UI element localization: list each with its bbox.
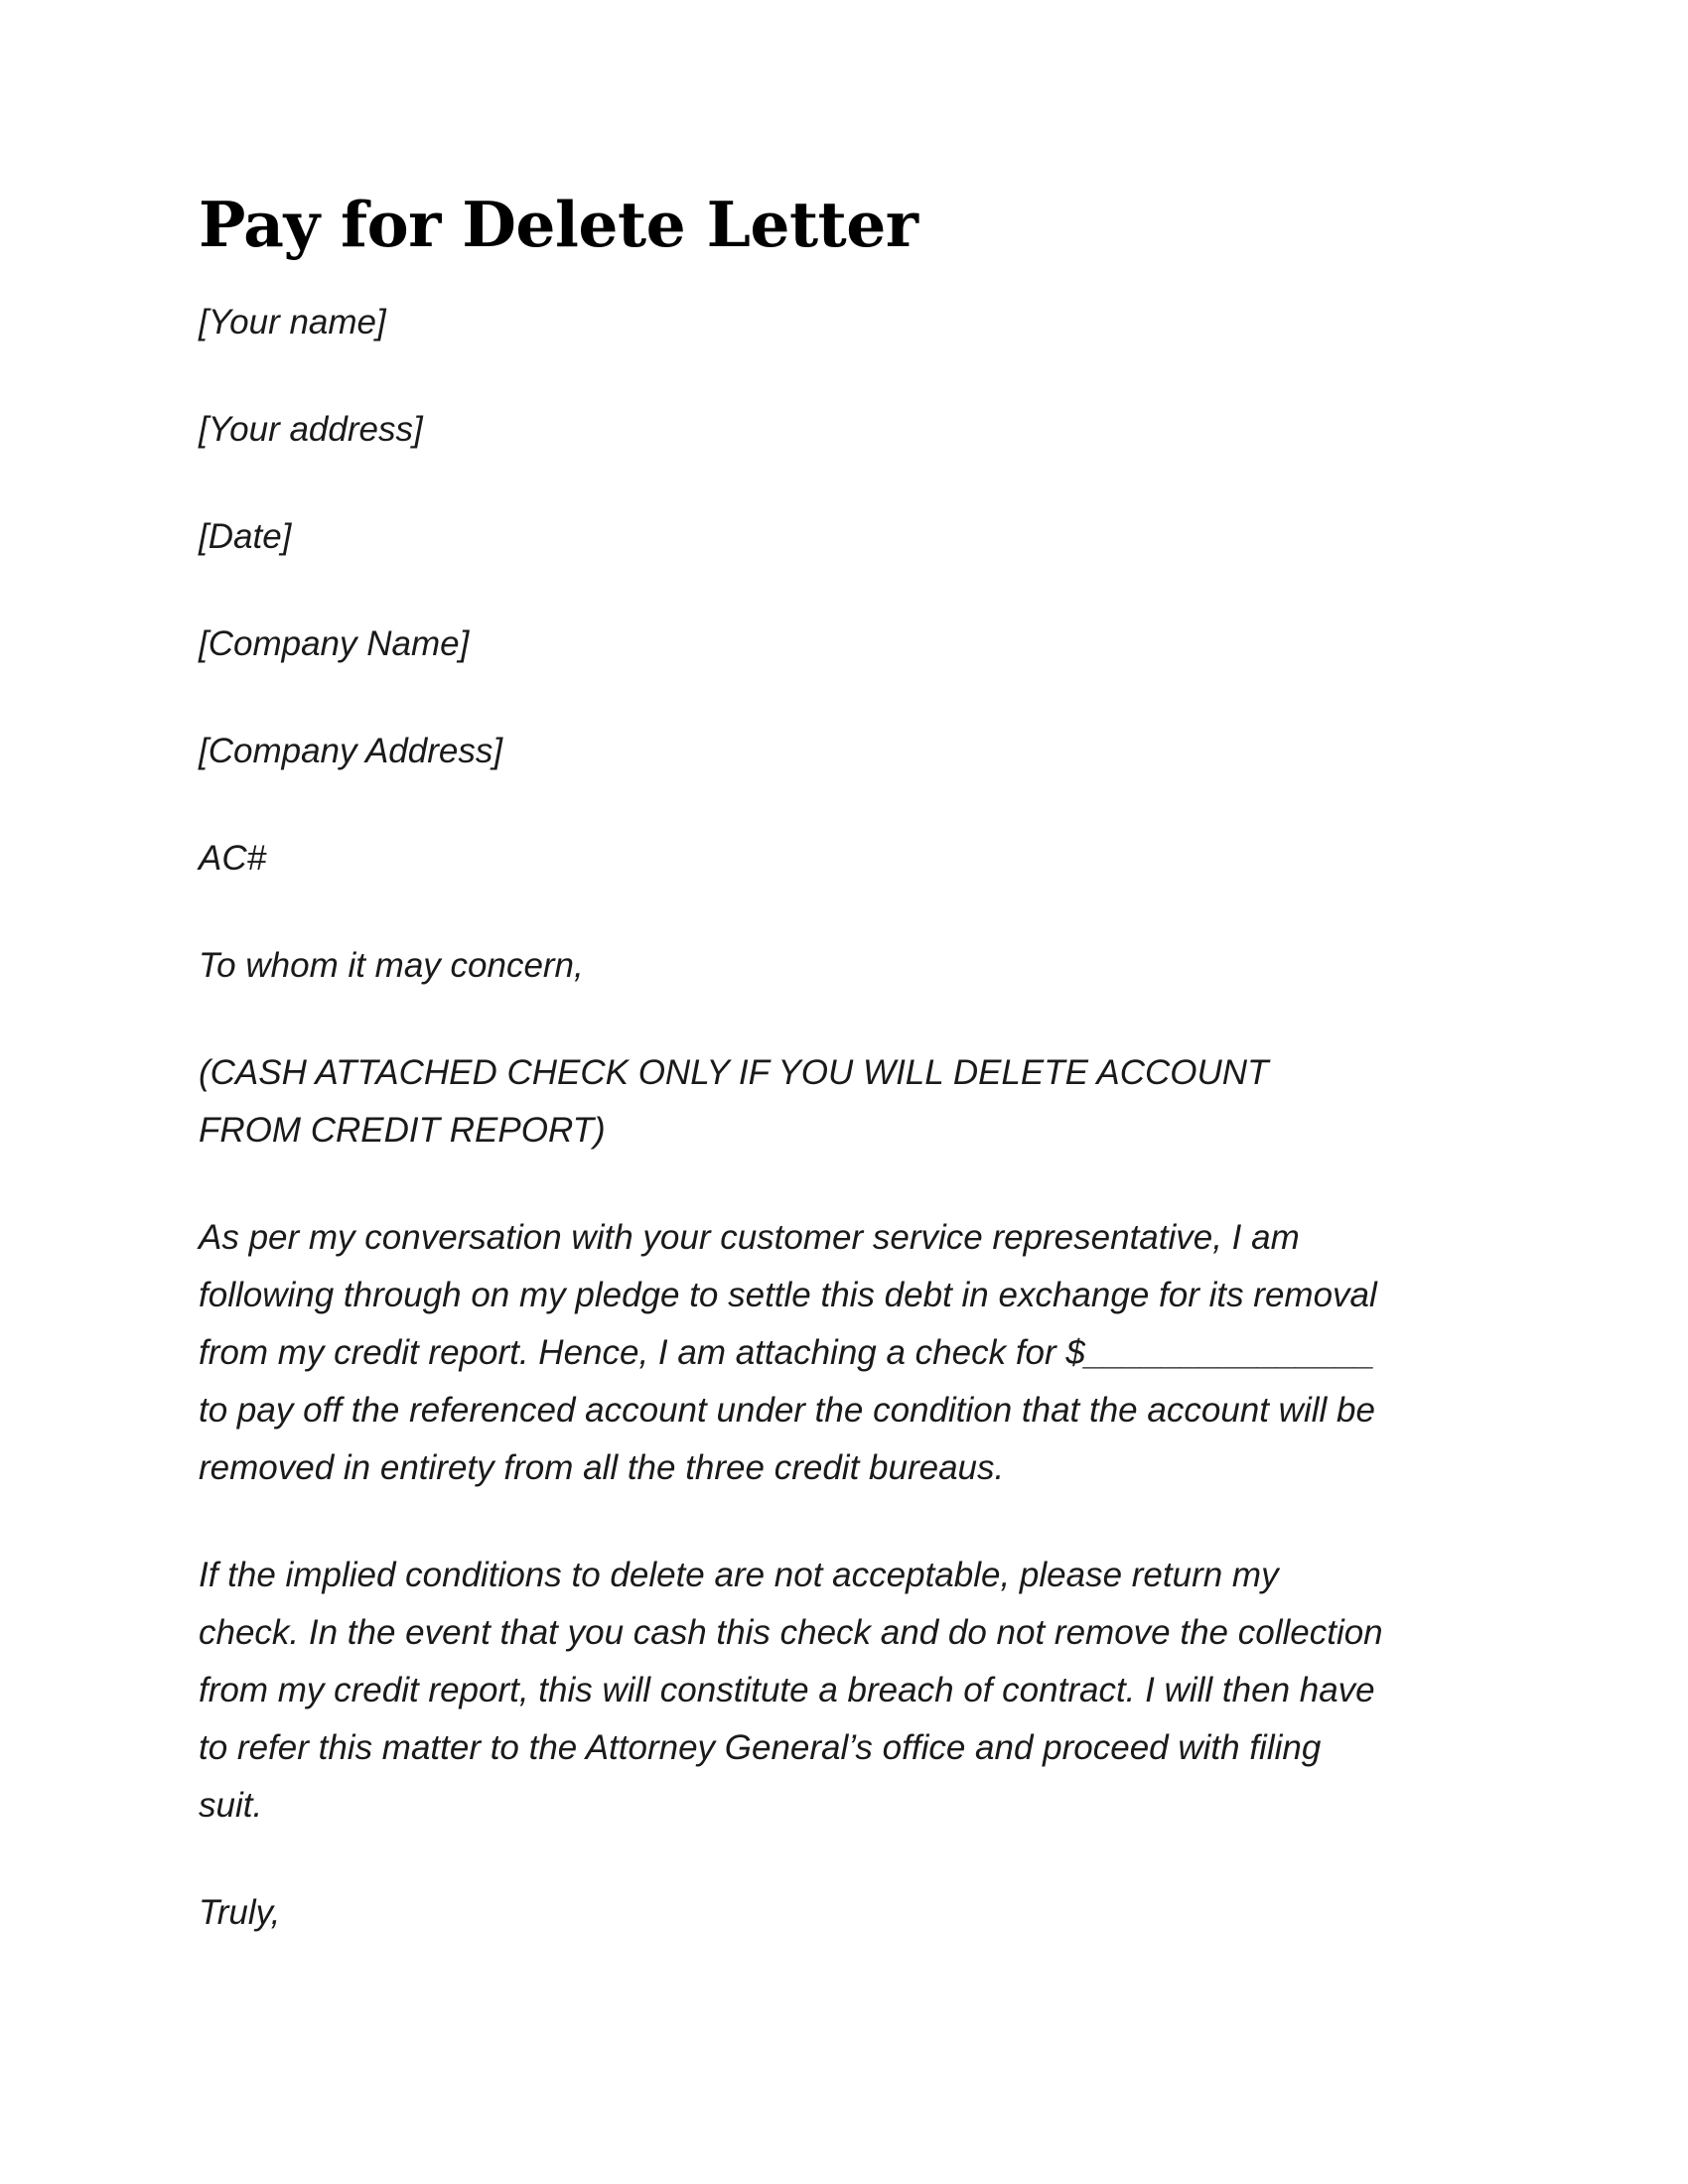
paragraph-line: suit. [199, 1786, 263, 1825]
paragraph-line: removed in entirety from all the three credit bureaus. [199, 1448, 1005, 1487]
account-number-field: AC# [199, 839, 267, 878]
paragraph-line: from my credit report, this will constitute a breach of contract. I will then have [199, 1671, 1375, 1709]
notice-line: (CASH ATTACHED CHECK ONLY IF YOU WILL DELETE ACCOUNT [199, 1053, 1269, 1092]
paragraph-line: to pay off the referenced account under the condition that the account will be [199, 1391, 1375, 1430]
your-name-field: [Your name] [199, 303, 386, 341]
body-paragraph-settlement [199, 1209, 1499, 1497]
company-name-field: [Company Name] [199, 624, 470, 663]
paragraph-line: to refer this matter to the Attorney General’s office and proceed with filing [199, 1728, 1322, 1767]
paragraph-line: check. In the event that you cash this check and do not remove the collection [199, 1613, 1383, 1652]
closing: Truly, [199, 1893, 281, 1932]
notice-paragraph [199, 1044, 1499, 1160]
paragraph-line: from my credit report. Hence, I am attaching a check for $_______________ [199, 1333, 1375, 1372]
paragraph-line: If the implied conditions to delete are not acceptable, please return my [199, 1556, 1279, 1594]
notice-line: FROM CREDIT REPORT) [199, 1111, 606, 1150]
paragraph-line: following through on my pledge to settle this debt in exchange for its removal [199, 1276, 1377, 1314]
body-paragraph-conditions [199, 1547, 1499, 1835]
document-title: Pay for Delete Letter [199, 188, 918, 261]
company-address-field: [Company Address] [199, 732, 503, 770]
your-address-field: [Your address] [199, 410, 423, 449]
date-field: [Date] [199, 517, 292, 556]
paragraph-line: As per my conversation with your customer service representative, I am [199, 1218, 1300, 1257]
salutation: To whom it may concern, [199, 946, 584, 985]
